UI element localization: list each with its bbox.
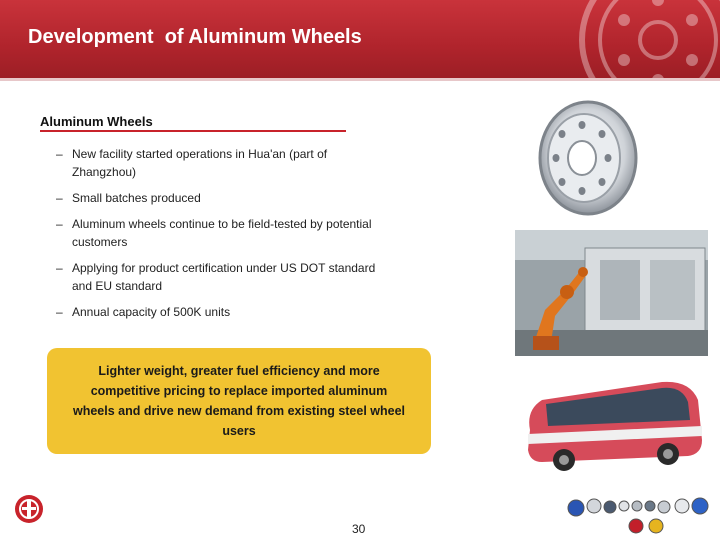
- bullet-text: New facility started operations in Hua'an (part of Zhangzhou): [72, 147, 328, 179]
- robot-arm-image: [515, 230, 708, 356]
- callout-text: Lighter weight, greater fuel efficiency and more competitive pricing to replace imported aluminum wheels and drive new demand from existing steel wheel users: [72, 364, 406, 438]
- bullet-text: Small batches produced: [72, 191, 201, 205]
- bullet-list: [56, 145, 386, 329]
- bullet-text: Applying for product certification under US DOT standard and EU standard: [72, 261, 376, 293]
- callout-box: [47, 348, 431, 454]
- section-rule: [40, 130, 346, 132]
- page-number: 30: [352, 522, 366, 536]
- company-logo-icon: [14, 494, 44, 524]
- bullet-item: – Aluminum wheels continue to be field-tested by potential customers: [56, 217, 372, 249]
- bullet-text: Aluminum wheels continue to be field-tested by potential customers: [72, 217, 372, 249]
- bullet-text: Annual capacity of 500K units: [72, 305, 231, 319]
- wheel-strip-icon: [566, 494, 716, 536]
- header-wheel-icon: [578, 0, 720, 78]
- bullet-item: – Small batches produced: [56, 191, 201, 205]
- bullet-item: – Applying for product certification under US DOT standard and EU standard: [56, 261, 376, 293]
- header-divider: [0, 78, 720, 81]
- aluminum-wheel-image: [528, 98, 646, 216]
- bullet-item: – New facility started operations in Hua'an (part of Zhangzhou): [56, 147, 328, 179]
- bullet-item: – Annual capacity of 500K units: [56, 305, 231, 319]
- bus-image: [512, 370, 712, 480]
- page-title: Development of Aluminum Wheels: [28, 26, 362, 48]
- section-title: Aluminum Wheels: [40, 114, 153, 129]
- header-banner: [0, 0, 720, 78]
